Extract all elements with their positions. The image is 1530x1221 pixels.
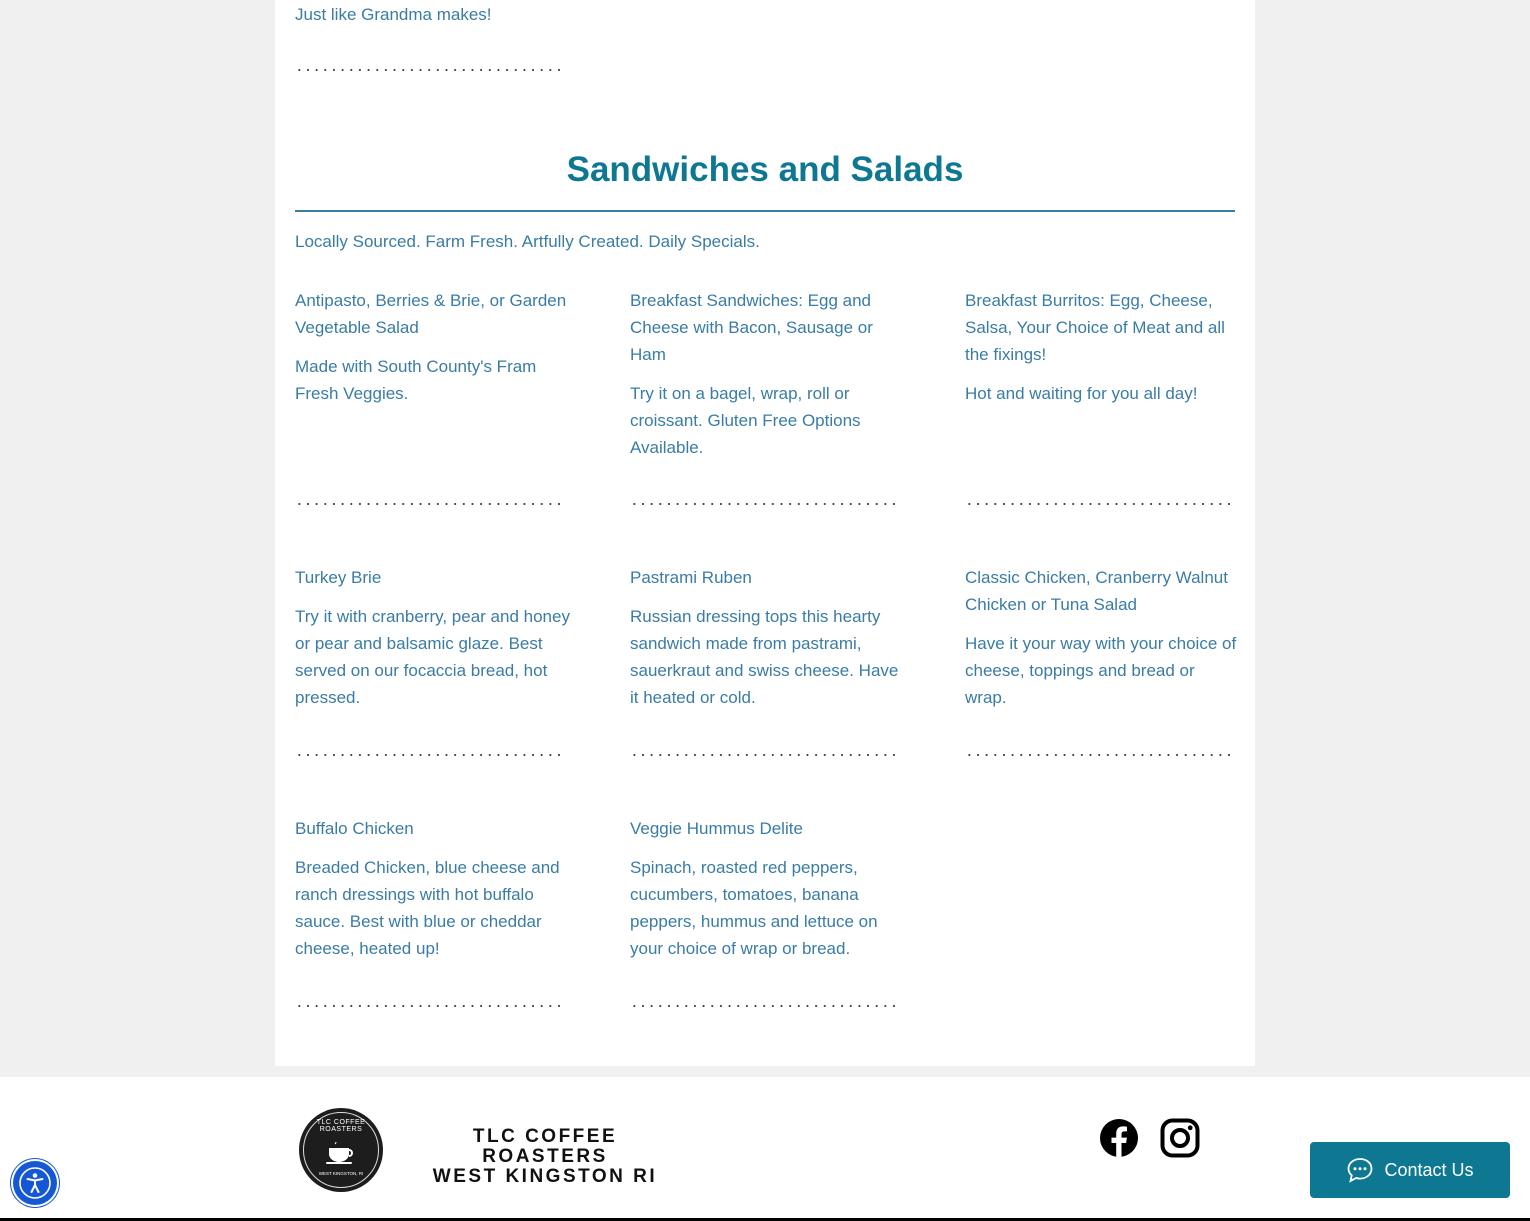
menu-item-description: Made with South County's Fram Fresh Veggies.: [295, 357, 537, 403]
item-divider: [295, 1003, 563, 1009]
brand-line-1: TLC COFFEE ROASTERS: [472, 1126, 618, 1167]
accessibility-button[interactable]: [13, 1161, 57, 1205]
coffee-cup-icon: [325, 1142, 357, 1166]
section-divider: [295, 210, 1235, 212]
brand-name: [414, 1127, 676, 1187]
menu-item-description: Try it with cranberry, pear and honey or pear and balsamic glaze. Best served on our focaccia bread, hot pressed.: [295, 607, 570, 707]
item-divider: [295, 67, 563, 73]
item-divider: [965, 501, 1233, 507]
menu-item-name: Breakfast Burritos: Egg, Cheese, Salsa, Your Choice of Meat and all the fixings!: [965, 291, 1225, 364]
contact-us-button[interactable]: [1310, 1142, 1510, 1198]
menu-item: [295, 287, 570, 407]
logo-subtext: WEST KINGSTON, RI: [318, 1171, 364, 1176]
item-divider: [965, 752, 1233, 758]
logo-text: TLC COFFEE ROASTERS: [316, 1119, 366, 1133]
item-divider: [295, 752, 563, 758]
menu-item-description: Russian dressing tops this hearty sandwich made from pastrami, sauerkraut and swiss cheese. Have it heated or cold.: [630, 607, 899, 707]
section-tagline: Locally Sourced. Farm Fresh. Artfully Created. Daily Specials.: [295, 232, 760, 251]
contact-us-label: Contact Us: [1384, 1159, 1474, 1180]
menu-item: [965, 564, 1240, 711]
menu-item-name: Turkey Brie: [295, 568, 382, 587]
instagram-icon[interactable]: [1160, 1118, 1200, 1158]
menu-item: [295, 564, 570, 711]
item-divider: [295, 501, 563, 507]
menu-item: [295, 815, 570, 962]
menu-item-name: Breakfast Sandwiches: Egg and Cheese with Bacon, Sausage or Ham: [630, 291, 873, 364]
menu-item-description: Have it your way with your choice of cheese, toppings and bread or wrap.: [965, 634, 1237, 707]
facebook-icon[interactable]: [1099, 1118, 1139, 1158]
menu-item-name: Buffalo Chicken: [295, 819, 414, 838]
chat-bubble-icon: [1346, 1156, 1374, 1184]
brand-logo[interactable]: [300, 1109, 382, 1191]
item-divider: [630, 1003, 898, 1009]
menu-item-description: Try it on a bagel, wrap, roll or croissant. Gluten Free Options Available.: [630, 384, 861, 457]
section-title: Sandwiches and Salads: [566, 150, 964, 189]
menu-item-description: Hot and waiting for you all day!: [965, 384, 1198, 403]
menu-item: [630, 287, 905, 461]
brand-line-2: WEST KINGSTON RI: [432, 1166, 658, 1187]
item-divider: [630, 501, 898, 507]
menu-item-name: Antipasto, Berries & Brie, or Garden Vegetable Salad: [295, 291, 567, 337]
accessibility-icon: [18, 1166, 52, 1200]
menu-item-name: Veggie Hummus Delite: [630, 819, 803, 838]
item-divider: [630, 752, 898, 758]
menu-item-name: Classic Chicken, Cranberry Walnut Chicken or Tuna Salad: [965, 568, 1228, 614]
menu-item: [630, 815, 905, 962]
site-footer: [0, 1077, 1530, 1218]
menu-item-description: Breaded Chicken, blue cheese and ranch dressings with hot buffalo sauce. Best with blue or cheddar cheese, heated up!: [295, 858, 560, 958]
menu-item-name: Pastrami Ruben: [630, 568, 752, 587]
menu-item: [630, 564, 905, 711]
menu-content: [275, 0, 1255, 1066]
menu-item-description: Spinach, roasted red peppers, cucumbers, tomatoes, banana peppers, hummus and lettuce on your choice of wrap or bread.: [630, 858, 878, 958]
menu-item: [965, 287, 1240, 407]
previous-item-description: Just like Grandma makes!: [295, 5, 492, 24]
